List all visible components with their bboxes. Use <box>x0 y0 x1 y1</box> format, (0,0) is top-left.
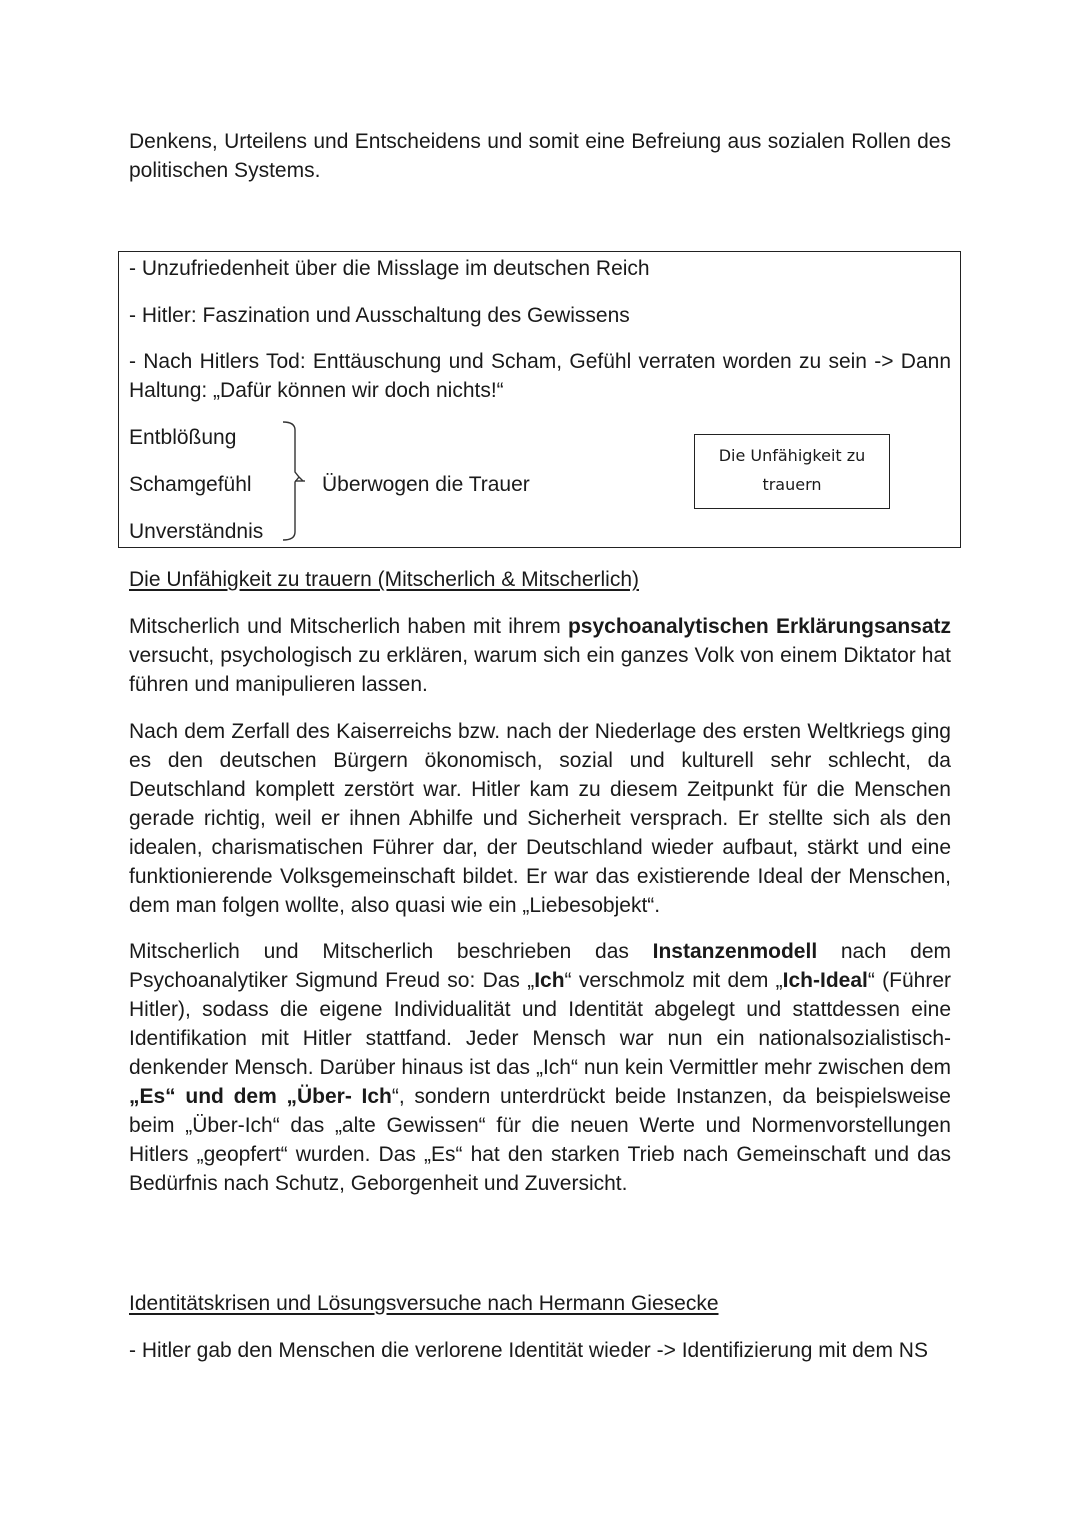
feeling-entbloessung: Entblößung <box>129 426 237 449</box>
section-heading-giesecke: Identitätskrisen und Lösungsversuche nach Hermann Giesecke <box>129 1292 719 1315</box>
text-run: Mitscherlich und Mitscherlich haben mit ihrem <box>129 615 568 638</box>
summary-line-3: - Nach Hitlers Tod: Enttäuschung und Scham, Gefühl verraten worden zu sein -> Dann Haltung: „Dafür können wir doch nichts!“ <box>129 350 951 402</box>
text-run: versucht, psychologisch zu erklären, warum sich ein ganzes Volk von einem Diktator hat führen und manipulieren lassen. <box>129 644 951 696</box>
brace-icon <box>281 420 321 542</box>
paragraph-erklaerungsansatz <box>129 612 951 699</box>
bold-term: Ich-Ideal <box>782 969 868 992</box>
concept-label-line-1: Die Unfähigkeit zu <box>718 446 866 465</box>
paragraph-kaiserreich: Nach dem Zerfall des Kaiserreichs bzw. nach der Niederlage des ersten Weltkriegs ging es den deutschen Bürgern ökonomisch, sozial und kulturell sehr schlecht, da Deutschland komplett zerstört war. Hitler kam zu diesem Zeitpunkt für die Menschen gerade richtig, weil er ihnen Abhilfe und Sicherheit versprach. Er stellte sich als den idealen, charismatischen Führer dar, der Deutschland wieder aufbaut, stärkt und eine funktionierende Volksgemeinschaft bildet. Er war das existierende Ideal der Menschen, dem man folgen wollte, also quasi wie ein „Liebesobjekt“. <box>129 720 951 917</box>
text-run: nach dem Psychoanalytiker Sigmund Freud so: Das „ <box>129 940 951 992</box>
outcome-text: Überwogen die Trauer <box>322 473 530 496</box>
summary-line-1: - Unzufriedenheit über die Misslage im deutschen Reich <box>129 257 650 280</box>
bold-term: psychoanalytischen Erklärungsansatz <box>567 615 952 638</box>
intro-paragraph: Denkens, Urteilens und Entscheidens und somit eine Befreiung aus sozialen Rollen des politischen Systems. <box>129 130 951 182</box>
bold-term: Instanzenmodell <box>652 940 818 963</box>
bold-term: Ich <box>534 969 565 992</box>
text-run: “ verschmolz mit dem „ <box>564 969 783 992</box>
text-run: “, sondern unterdrückt beide Instanzen, da beispielsweise beim „Über-Ich“ das „alte Gewissen“ für die neuen Werte und Normenvorstellungen Hitlers „geopfert“ wurden. Das „Es“ hat den starken Trieb nach Gemeinschaft und das Bedürfnis nach Schutz, Geborgenheit und Zuversicht. <box>129 1085 951 1195</box>
feeling-unverstaendnis: Unverständnis <box>129 520 264 543</box>
bold-term: „Es“ und dem „Über- Ich <box>129 1085 392 1108</box>
concept-label-line-2: trauern <box>762 475 822 494</box>
text-run: “ (Führer Hitler), sodass die eigene Individualität und Identität abgelegt und stattdessen eine Identifikation mit Hitler stattfand. Jeder Mensch war nun ein nationalsozialistisch-denkender Mensch. Darüber hinaus ist das „Ich“ nun kein Vermittler mehr zwischen dem <box>129 969 951 1079</box>
summary-box <box>118 251 961 548</box>
text-run: Mitscherlich und Mitscherlich beschrieben das <box>129 940 653 963</box>
section-heading-mitscherlich: Die Unfähigkeit zu trauern (Mitscherlich & Mitscherlich) <box>129 568 639 591</box>
concept-label-box <box>694 434 890 509</box>
paragraph-identitaet: - Hitler gab den Menschen die verlorene Identität wieder -> Identifizierung mit dem NS <box>129 1339 928 1362</box>
summary-line-2: - Hitler: Faszination und Ausschaltung des Gewissens <box>129 304 630 327</box>
paragraph-instanzenmodell <box>129 937 951 1198</box>
feeling-schamgefuehl: Schamgefühl <box>129 473 252 496</box>
